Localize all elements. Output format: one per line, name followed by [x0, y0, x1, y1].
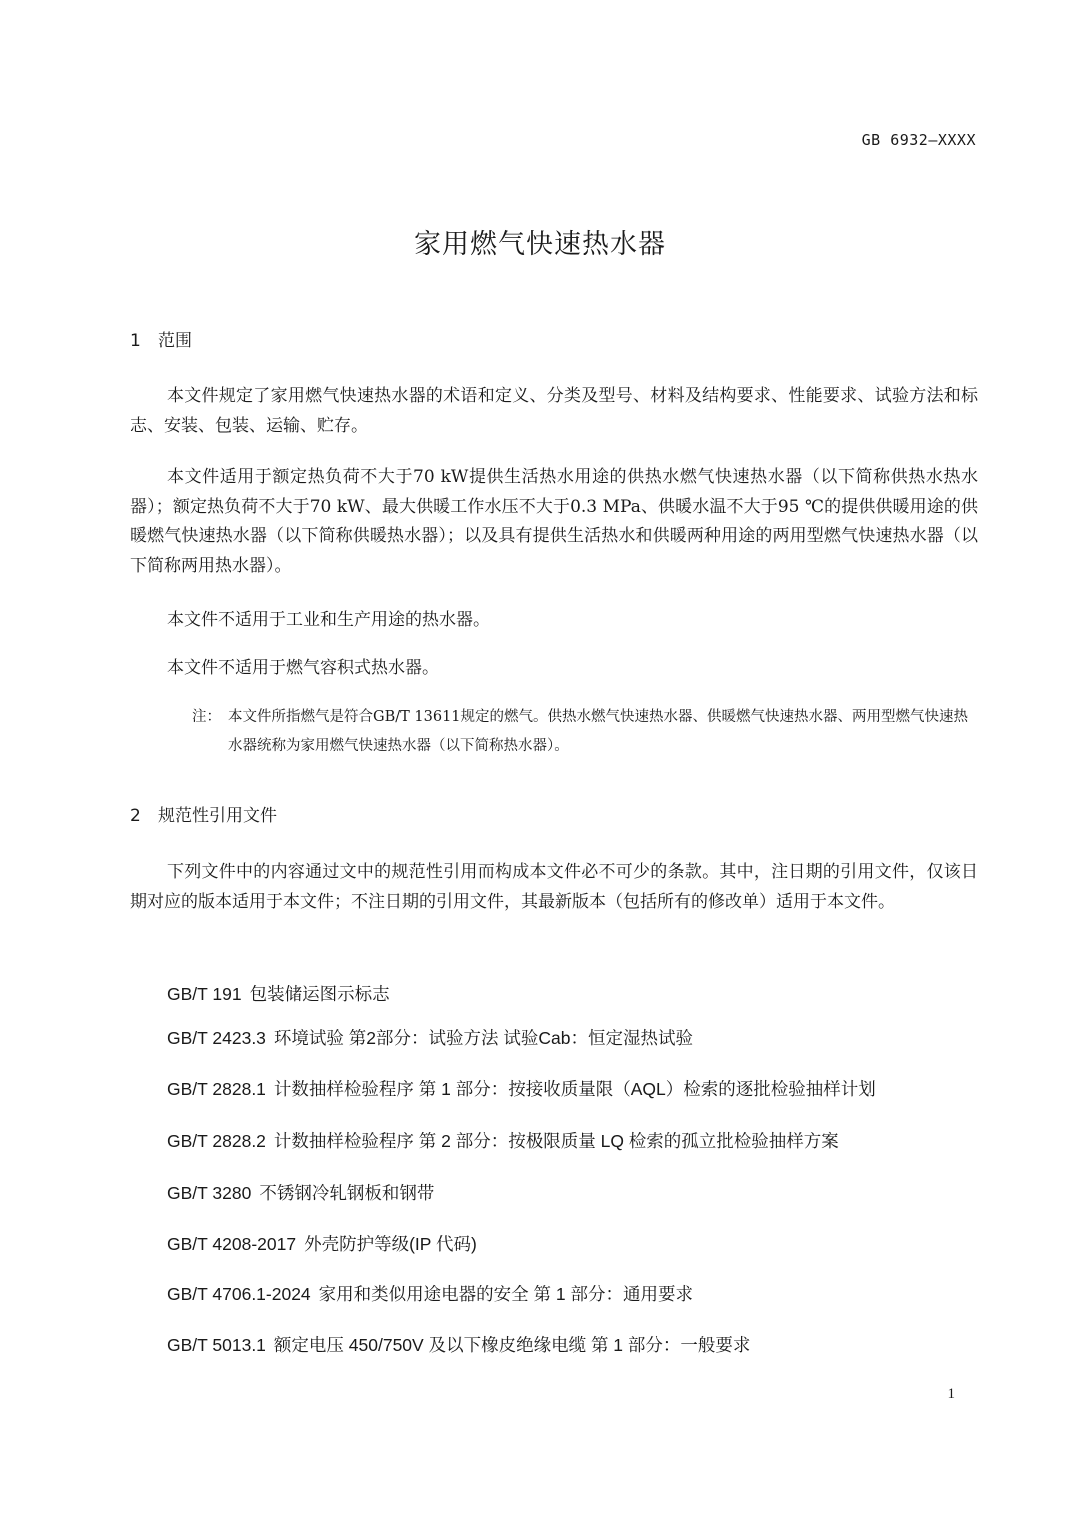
- reference-item: [167, 1231, 477, 1256]
- reference-title: 额定电压 450/750V 及以下橡皮绝缘电缆 第 1 部分：一般要求: [273, 1335, 751, 1355]
- section-1-heading: [130, 326, 192, 351]
- reference-code: GB/T 2828.2: [167, 1131, 266, 1151]
- references-intro: 下列文件中的内容通过文中的规范性引用而构成本文件必不可少的条款。其中，注日期的引用文件，仅该日期对应的版本适用于本文件；不注日期的引用文件，其最新版本（包括所有的修改单）适用于本文件。: [130, 862, 978, 912]
- section-number: 1: [130, 331, 141, 351]
- document-title: 家用燃气快速热水器: [414, 229, 666, 260]
- reference-title: 不锈钢冷轧钢板和钢带: [259, 1183, 435, 1203]
- reference-title: 家用和类似用途电器的安全 第 1 部分：通用要求: [318, 1284, 693, 1304]
- reference-item: [167, 981, 390, 1006]
- scope-paragraph: 本文件规定了家用燃气快速热水器的术语和定义、分类及型号、材料及结构要求、性能要求、试验方法和标志、安装、包装、运输、贮存。: [130, 386, 978, 436]
- reference-title: 计数抽样检验程序 第 1 部分：按接收质量限（AQL）检索的逐批检验抽样计划: [273, 1079, 876, 1099]
- reference-title: 环境试验 第2部分：试验方法 试验Cab：恒定湿热试验: [273, 1028, 693, 1048]
- note-label: 注：: [192, 709, 221, 725]
- scope-paragraph: 本文件不适用于工业和生产用途的热水器。: [167, 610, 490, 630]
- scope-paragraph: 本文件不适用于燃气容积式热水器。: [167, 658, 439, 678]
- section-title: 范围: [158, 331, 192, 351]
- reference-item: [167, 1180, 434, 1205]
- standard-code: GB 6932—XXXX: [861, 131, 976, 149]
- reference-code: GB/T 2423.3: [167, 1028, 266, 1048]
- section-title: 规范性引用文件: [158, 806, 277, 826]
- scope-paragraph: 本文件适用于额定热负荷不大于70 kW提供生活热水用途的供热水燃气快速热水器（以下简称供热水热水器）；额定热负荷不大于70 kW、最大供暖工作水压不大于0.3 MPa、供暖水温不大于95 ℃的提供供暖用途的供暖燃气快速热水器（以下简称供暖热水器）；以及具有提供生活热水和供暖两种用途的两用型燃气快速热水器（以下简称两用热水器）。: [130, 467, 978, 576]
- reference-code: GB/T 4208-2017: [167, 1234, 297, 1254]
- reference-title: 计数抽样检验程序 第 2 部分：按极限质量 LQ 检索的孤立批检验抽样方案: [273, 1131, 839, 1151]
- reference-code: GB/T 4706.1-2024: [167, 1284, 311, 1304]
- scope-note: [192, 703, 978, 761]
- section-2-heading: [130, 801, 277, 826]
- reference-code: GB/T 5013.1: [167, 1335, 266, 1355]
- reference-code: GB/T 3280: [167, 1183, 252, 1203]
- reference-code: GB/T 191: [167, 984, 242, 1004]
- reference-code: GB/T 2828.1: [167, 1079, 266, 1099]
- reference-item: [167, 1332, 750, 1357]
- reference-title: 外壳防护等级(IP 代码): [304, 1234, 477, 1254]
- reference-item: [167, 1128, 839, 1153]
- reference-item: [167, 1076, 876, 1101]
- page-number: 1: [947, 1386, 955, 1402]
- reference-item: [167, 1281, 693, 1306]
- reference-item: [167, 1025, 693, 1050]
- note-text: 本文件所指燃气是符合GB/T 13611规定的燃气。供热水燃气快速热水器、供暖燃气快速热水器、两用型燃气快速热水器统称为家用燃气快速热水器（以下简称热水器）。: [228, 709, 969, 754]
- section-number: 2: [130, 806, 141, 826]
- reference-title: 包装储运图示标志: [249, 984, 390, 1004]
